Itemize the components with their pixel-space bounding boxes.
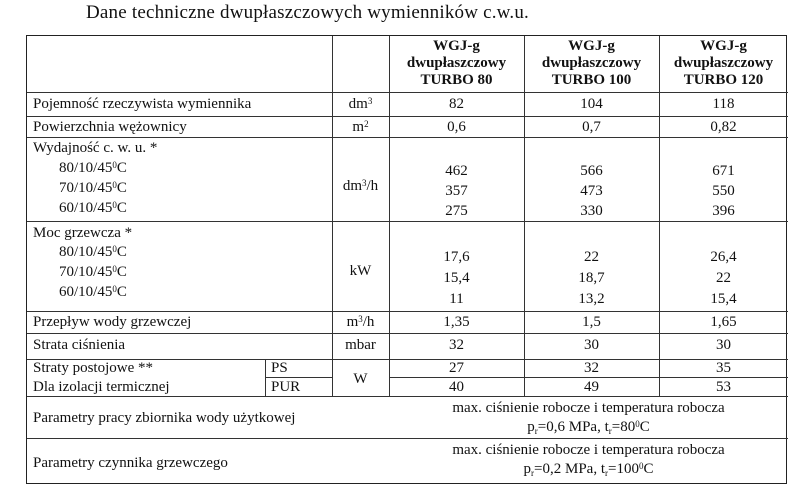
value-cell: 32 <box>584 360 599 376</box>
value-cell: 11 <box>449 291 464 307</box>
row-label-wydajnosc: Wydajność c. w. u. * <box>33 140 158 156</box>
value-cell: 40 <box>449 379 464 395</box>
row-label-param-czynnik: Parametry czynnika grzewczego <box>33 455 228 471</box>
value-cell: 0,82 <box>710 119 737 135</box>
unit-strata: mbar <box>345 337 376 353</box>
value-cell: 82 <box>449 96 464 112</box>
row-label-strata: Strata ciśnienia <box>33 337 126 353</box>
sub-label: $80/10/45^0C$ <box>59 244 127 260</box>
value-cell: 104 <box>580 96 603 112</box>
row-divider <box>27 92 788 93</box>
unit-wydajnosc: $dm^3/h$ <box>342 178 379 194</box>
value-cell: 462 <box>445 163 468 179</box>
table-title: Dane techniczne dwupłaszczowych wymienników c.w.u. <box>86 2 529 23</box>
row-label-izolacja: Dla izolacji termicznej <box>33 379 170 395</box>
header-col-3: WGJ-g dwupłaszczowy TURBO 120 <box>673 38 774 88</box>
value-cell: 53 <box>716 379 731 395</box>
value-cell: 17,6 <box>443 249 470 265</box>
sub-label: $80/10/45^0C$ <box>59 160 127 176</box>
sub-label: $70/10/45^0C$ <box>59 264 127 280</box>
value-cell: 18,7 <box>578 270 605 286</box>
sub-label: $60/10/45^0C$ <box>59 200 127 216</box>
row-label-param-zbiornik: Parametry pracy zbiornika wody użytkowej <box>33 410 296 426</box>
value-cell: 30 <box>716 337 731 353</box>
header-col-1: WGJ-g dwupłaszczowy TURBO 80 <box>406 38 507 88</box>
param-zbiornik-line1: max. ciśnienie robocze i temperatura robocza <box>452 400 725 416</box>
sub-label: $60/10/45^0C$ <box>59 284 127 300</box>
row-divider <box>27 137 788 138</box>
row-label-przeplyw: Przepływ wody grzewczej <box>33 314 192 330</box>
value-cell: 27 <box>449 360 464 376</box>
value-cell: 30 <box>584 337 599 353</box>
unit-pojemnosc: $dm^3$ <box>348 96 373 112</box>
row-label-pojemnosc: Pojemność rzeczywista wymiennika <box>33 96 252 112</box>
row-label-straty-postojowe: Straty postojowe ** <box>33 360 153 376</box>
value-cell: 22 <box>716 270 731 286</box>
value-cell: 118 <box>712 96 735 112</box>
row-divider <box>27 438 788 439</box>
row-divider <box>27 333 788 334</box>
value-cell: 550 <box>712 183 735 199</box>
header-col-2: WGJ-g dwupłaszczowy TURBO 100 <box>541 38 642 88</box>
value-cell: 35 <box>716 360 731 376</box>
unit-przeplyw: $m^3/h$ <box>346 314 375 330</box>
sub-label: $70/10/45^0C$ <box>59 180 127 196</box>
unit-straty: W <box>353 371 368 387</box>
value-cell: 330 <box>580 203 603 219</box>
row-divider <box>27 311 788 312</box>
value-cell: 22 <box>584 249 599 265</box>
unit-moc: kW <box>349 263 372 279</box>
param-czynnik-line1: max. ciśnienie robocze i temperatura robocza <box>452 442 725 458</box>
value-cell: 275 <box>445 203 468 219</box>
unit-powierzchnia: $m^2$ <box>352 119 369 135</box>
value-cell: 473 <box>580 183 603 199</box>
row-divider <box>27 221 788 222</box>
row-label-powierzchnia: Powierzchnia wężownicy <box>33 119 187 135</box>
sub-label-ps: PS <box>271 360 288 376</box>
value-cell: 15,4 <box>710 291 737 307</box>
value-cell: 15,4 <box>443 270 470 286</box>
row-label-moc: Moc grzewcza * <box>33 225 133 241</box>
value-cell: 671 <box>712 163 735 179</box>
value-cell: 1,5 <box>582 314 601 330</box>
value-cell: 49 <box>584 379 599 395</box>
value-cell: 26,4 <box>710 249 737 265</box>
value-cell: 566 <box>580 163 603 179</box>
row-divider <box>27 116 788 117</box>
value-cell: 1,35 <box>443 314 470 330</box>
value-cell: 0,7 <box>582 119 601 135</box>
param-zbiornik-line2: $p_r=0,6$ MPa, $t_r=80^0C$ <box>527 419 650 436</box>
value-cell: 396 <box>712 203 735 219</box>
value-cell: 357 <box>445 183 468 199</box>
sub-label-pur: PUR <box>271 379 301 395</box>
value-cell: 32 <box>449 337 464 353</box>
technical-data-table <box>26 35 787 484</box>
value-cell: 1,65 <box>710 314 737 330</box>
row-divider <box>27 396 788 397</box>
value-cell: 13,2 <box>578 291 605 307</box>
param-czynnik-line2: $p_r=0,2$ MPa, $t_r=100^0C$ <box>523 461 654 478</box>
value-cell: 0,6 <box>447 119 466 135</box>
